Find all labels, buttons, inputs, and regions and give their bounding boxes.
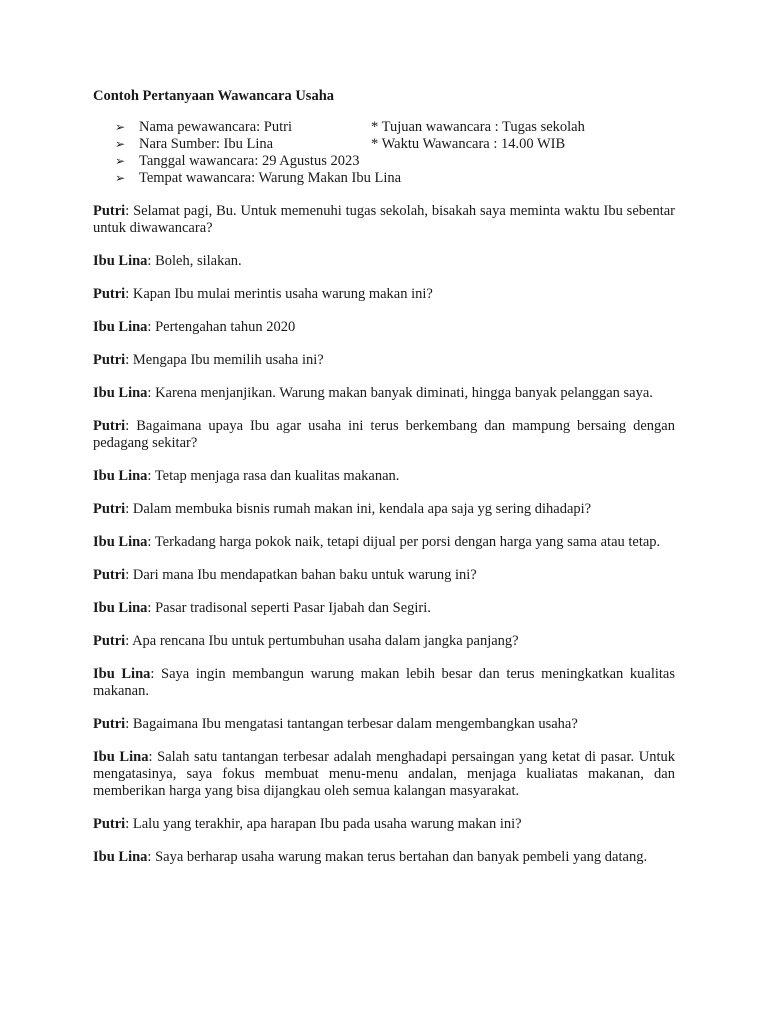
dialogue-text: : Saya berharap usaha warung makan terus bertahan dan banyak pembeli yang datang. [147, 849, 648, 865]
dialogue-text: : Salah satu tantangan terbesar adalah menghadapi persaingan yang ketat di pasar. Untuk mengatasinya, saya fokus membuat menu-menu andalan, menjaga kualiatas makanan, dan memberikan harga yang bisa dijangkau oleh semua kalangan masyarakat. [93, 749, 675, 799]
speaker-name: Ibu Lina [93, 600, 148, 616]
dialogue-line [93, 468, 675, 485]
dialogue-line [93, 534, 675, 551]
dialogue-text: : Saya ingin membangun warung makan lebih besar dan terus meningkatkan kualitas makanan. [93, 666, 675, 699]
speaker-name: Ibu Lina [93, 749, 149, 765]
arrow-bullet-icon: ➢ [115, 137, 126, 151]
dialogue-text: : Apa rencana Ibu untuk pertumbuhan usaha dalam jangka panjang? [125, 633, 519, 649]
speaker-name: Putri [93, 203, 126, 219]
dialogue-line [93, 666, 675, 700]
speaker-name: Putri [93, 352, 126, 368]
interview-dialogue [93, 203, 675, 866]
dialogue-text: : Terkadang harga pokok naik, tetapi dijual per porsi dengan harga yang sama atau tetap. [147, 534, 661, 550]
dialogue-line [93, 253, 675, 270]
speaker-name: Putri [93, 816, 126, 832]
speaker-name: Ibu Lina [93, 534, 148, 550]
speaker-name: Ibu Lina [93, 319, 148, 335]
interview-place: Tempat wawancara: Warung Makan Ibu Lina [139, 170, 402, 186]
dialogue-text: : Dalam membuka bisnis rumah makan ini, kendala apa saja yg sering dihadapi? [125, 501, 592, 517]
dialogue-text: : Bagaimana upaya Ibu agar usaha ini terus berkembang dan mampung bersaing dengan pedagang sekitar? [93, 418, 675, 451]
dialogue-line [93, 600, 675, 617]
dialogue-text: : Boleh, silakan. [147, 253, 242, 269]
dialogue-text: : Kapan Ibu mulai merintis usaha warung makan ini? [125, 286, 433, 302]
dialogue-text: : Pasar tradisonal seperti Pasar Ijabah dan Segiri. [147, 600, 431, 616]
dialogue-line [93, 385, 675, 402]
speaker-name: Ibu Lina [93, 666, 151, 682]
dialogue-line [93, 319, 675, 336]
speaker-name: Putri [93, 501, 126, 517]
speaker-name: Ibu Lina [93, 849, 148, 865]
interviewer-name: Nama pewawancara: Putri [139, 119, 292, 135]
dialogue-line [93, 418, 675, 452]
dialogue-text: : Mengapa Ibu memilih usaha ini? [125, 352, 324, 368]
dialogue-line [93, 816, 675, 833]
speaker-name: Putri [93, 567, 126, 583]
interview-date: Tanggal wawancara: 29 Agustus 2023 [139, 153, 360, 169]
info-item [93, 136, 675, 153]
info-item [93, 119, 675, 136]
info-item [93, 170, 675, 187]
arrow-bullet-icon: ➢ [115, 171, 126, 185]
info-item [93, 153, 675, 170]
speaker-name: Putri [93, 633, 126, 649]
interview-purpose: * Tujuan wawancara : Tugas sekolah [371, 119, 585, 135]
dialogue-text: : Bagaimana Ibu mengatasi tantangan terbesar dalam mengembangkan usaha? [125, 716, 578, 732]
dialogue-line [93, 716, 675, 733]
dialogue-line [93, 286, 675, 303]
dialogue-text: : Lalu yang terakhir, apa harapan Ibu pada usaha warung makan ini? [125, 816, 522, 832]
dialogue-line [93, 352, 675, 369]
dialogue-text: : Dari mana Ibu mendapatkan bahan baku untuk warung ini? [125, 567, 477, 583]
arrow-bullet-icon: ➢ [115, 154, 126, 168]
arrow-bullet-icon: ➢ [115, 120, 126, 134]
source-name: Nara Sumber: Ibu Lina [139, 136, 274, 152]
dialogue-line [93, 203, 675, 237]
document-content [93, 87, 675, 882]
speaker-name: Ibu Lina [93, 468, 148, 484]
interview-time: * Waktu Wawancara : 14.00 WIB [371, 136, 566, 152]
dialogue-text: : Pertengahan tahun 2020 [147, 319, 296, 335]
dialogue-text: : Selamat pagi, Bu. Untuk memenuhi tugas sekolah, bisakah saya meminta waktu Ibu sebentar untuk diwawancara? [93, 203, 675, 236]
interview-info-list [93, 119, 675, 187]
document-title: Contoh Pertanyaan Wawancara Usaha [93, 88, 335, 104]
dialogue-text: : Tetap menjaga rasa dan kualitas makanan. [147, 468, 400, 484]
speaker-name: Putri [93, 716, 126, 732]
dialogue-text: : Karena menjanjikan. Warung makan banyak diminati, hingga banyak pelanggan saya. [147, 385, 653, 401]
speaker-name: Ibu Lina [93, 253, 148, 269]
speaker-name: Ibu Lina [93, 385, 148, 401]
speaker-name: Putri [93, 286, 126, 302]
dialogue-line [93, 567, 675, 584]
dialogue-line [93, 749, 675, 800]
speaker-name: Putri [93, 418, 126, 434]
dialogue-line [93, 849, 675, 866]
dialogue-line [93, 633, 675, 650]
dialogue-line [93, 501, 675, 518]
